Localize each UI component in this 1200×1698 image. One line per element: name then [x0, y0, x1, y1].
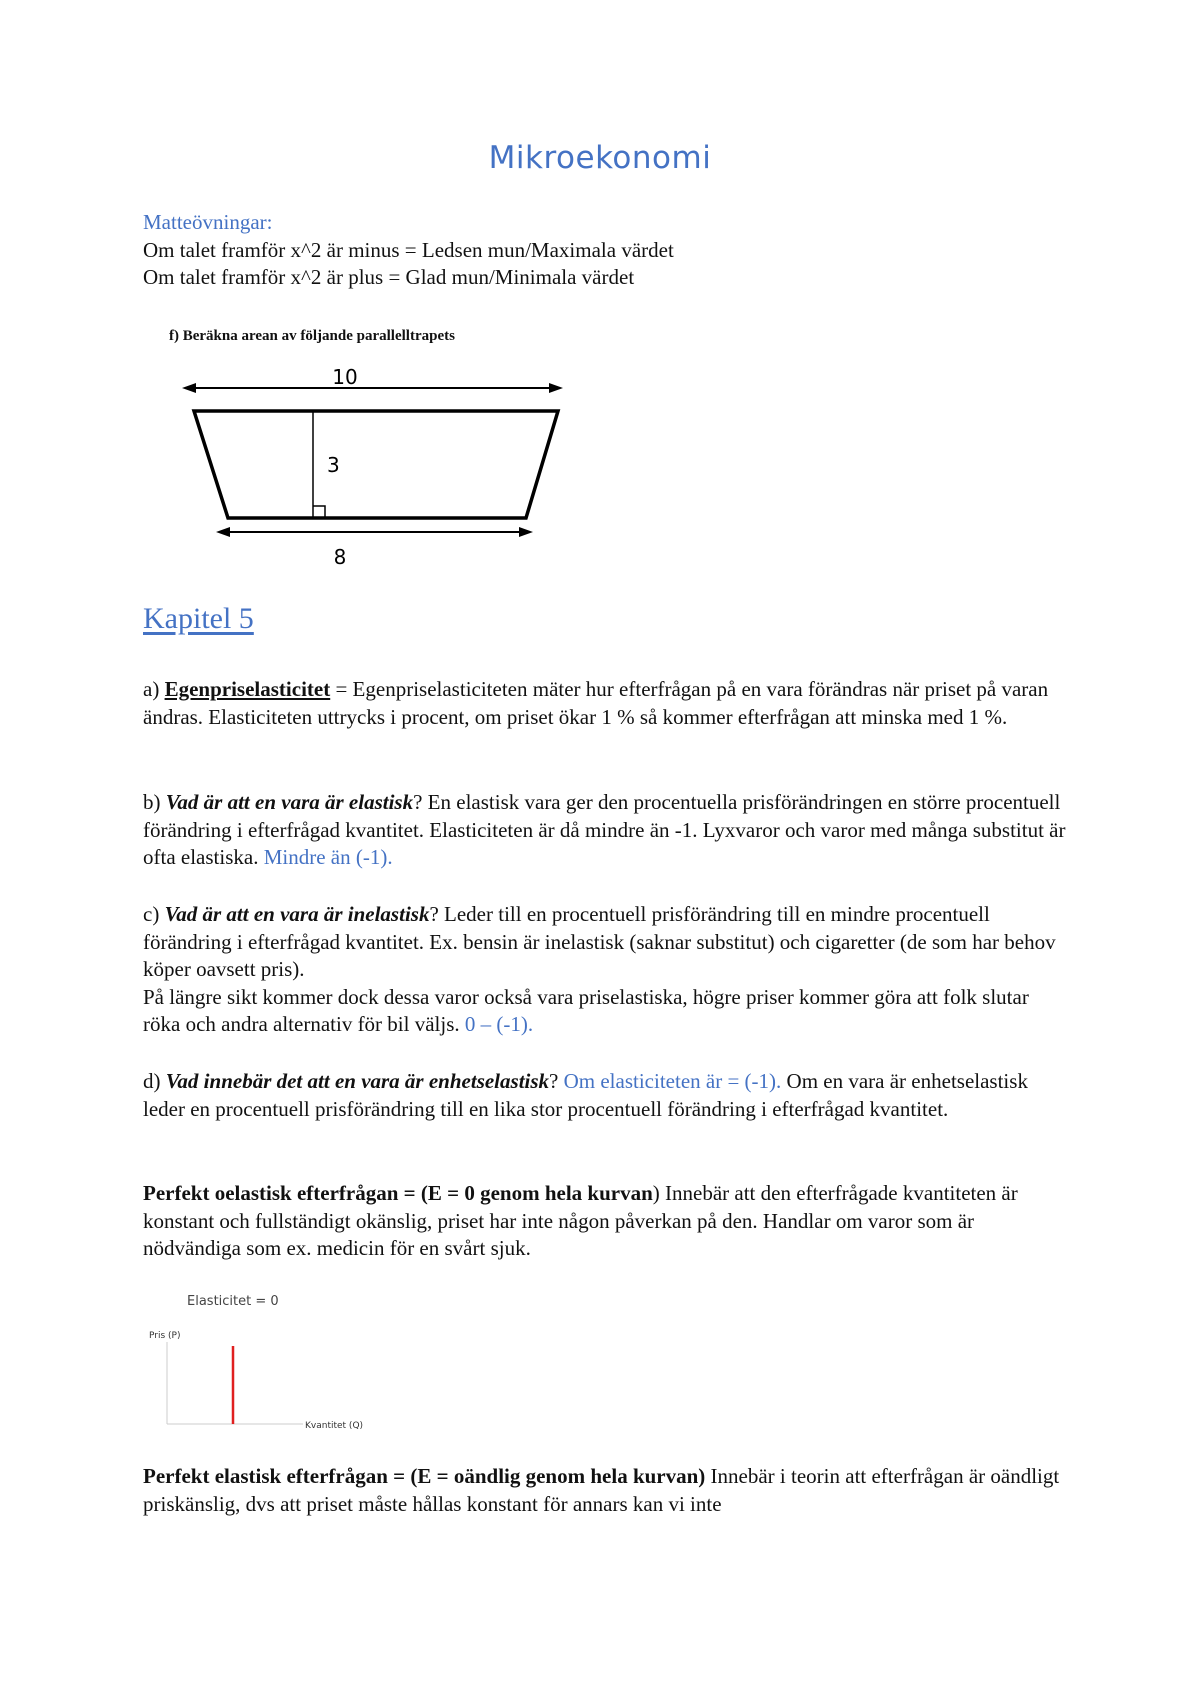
item-prefix: b) — [143, 790, 166, 814]
graph-y-label: Pris (P) — [149, 1331, 181, 1341]
paragraph-c — [143, 901, 1068, 1039]
question-mark: ? — [549, 1069, 564, 1093]
bold-term: Perfekt elastisk efterfrågan = (E = oändlig genom hela kurvan) — [143, 1464, 706, 1488]
paragraph-perfekt-elastisk — [143, 1463, 1068, 1518]
paragraph-perfekt-oelastisk — [143, 1180, 1068, 1263]
matte-line-2: Om talet framför x^2 är plus = Glad mun/Minimala värdet — [143, 265, 635, 289]
arrow-head-right-icon — [519, 527, 533, 537]
question-text: Vad är att en vara är inelastisk — [164, 902, 430, 926]
paragraph-text: ) Innebär att den efterfrågade kvantiteten är konstant och fullständigt okänslig, priset har inte någon påverkan på den. Handlar om varor som är nödvändiga som ex. medicin för en svårt sjuk. — [143, 1181, 1018, 1260]
blue-note: 0 – (-1). — [464, 1012, 534, 1036]
arrow-head-left-icon — [216, 527, 230, 537]
blue-note: Mindre än (-1). — [263, 845, 393, 869]
arrow-head-left-icon — [182, 383, 196, 393]
matte-line-1: Om talet framför x^2 är minus = Ledsen mun/Maximala värdet — [143, 237, 674, 262]
figure-caption: f) Beräkna arean av följande parallelltrapets — [169, 328, 455, 344]
item-prefix: a) — [143, 677, 165, 701]
paragraph-text-2: På längre sikt kommer dock dessa varor också vara priselastiska, högre priser kommer göra att folk slutar röka och andra alternativ för bil väljs. — [143, 984, 1029, 1036]
matte-heading: Matteövningar: — [143, 210, 273, 234]
paragraph-text: Innebär i teorin att efterfrågan är oändligt priskänslig, dvs att priset måste hållas konstant för annars kan vi inte — [143, 1464, 1060, 1516]
item-prefix: d) — [143, 1069, 166, 1093]
term-egenpriselasticitet: Egenpriselasticitet — [164, 677, 331, 701]
arrow-head-right-icon — [549, 383, 563, 393]
trapezoid-figure — [180, 355, 580, 575]
paragraph-text: ? Leder till en procentuell prisförändring till en mindre procentuell förändring i efterfrågad kvantitet. Ex. bensin är inelastisk (saknar substitut) och cigaretter (de som har behov köper oavsett pris). — [143, 902, 1056, 981]
trapezoid-shape — [194, 411, 558, 518]
bold-term: Perfekt oelastisk efterfrågan = (E = 0 genom hela kurvan — [143, 1181, 653, 1205]
document-title: Mikroekonomi — [488, 140, 712, 176]
right-angle-icon — [313, 506, 325, 518]
item-prefix: c) — [143, 902, 165, 926]
paragraph-b — [143, 789, 1068, 872]
top-length-label: 10 — [332, 365, 358, 389]
chapter-heading: Kapitel 5 — [143, 602, 254, 635]
elasticity-graph — [145, 1290, 385, 1430]
bottom-length-label: 8 — [333, 545, 347, 569]
paragraph-a — [143, 676, 1068, 731]
question-text: Vad är att en vara är elastisk — [165, 790, 414, 814]
matte-section — [143, 209, 1068, 292]
question-text: Vad innebär det att en vara är enhetselastisk — [165, 1069, 550, 1093]
paragraph-d — [143, 1068, 1068, 1123]
graph-x-label: Kvantitet (Q) — [305, 1421, 364, 1430]
paragraph-text: = Egenpriselasticiteten mäter hur efterfrågan på en vara förändras när priset på varan ändras. Elasticiteten uttrycks i procent, om priset ökar 1 % så kommer efterfrågan att minska med 1 %. — [143, 677, 1049, 729]
blue-note: Om elasticiteten är = (-1). — [563, 1069, 782, 1093]
paragraph-text: Om en vara är enhetselastisk leder en procentuell prisförändring till en lika stor procentuell förändring i efterfrågad kvantitet. — [143, 1069, 1028, 1121]
graph-title: Elasticitet = 0 — [187, 1294, 279, 1309]
paragraph-text: ? En elastisk vara ger den procentuella prisförändringen en större procentuell förändring i efterfrågad kvantitet. Elasticiteten är då mindre än -1. Lyxvaror och varor med många substitut är ofta elastiska. — [143, 790, 1066, 869]
height-label: 3 — [327, 453, 340, 477]
